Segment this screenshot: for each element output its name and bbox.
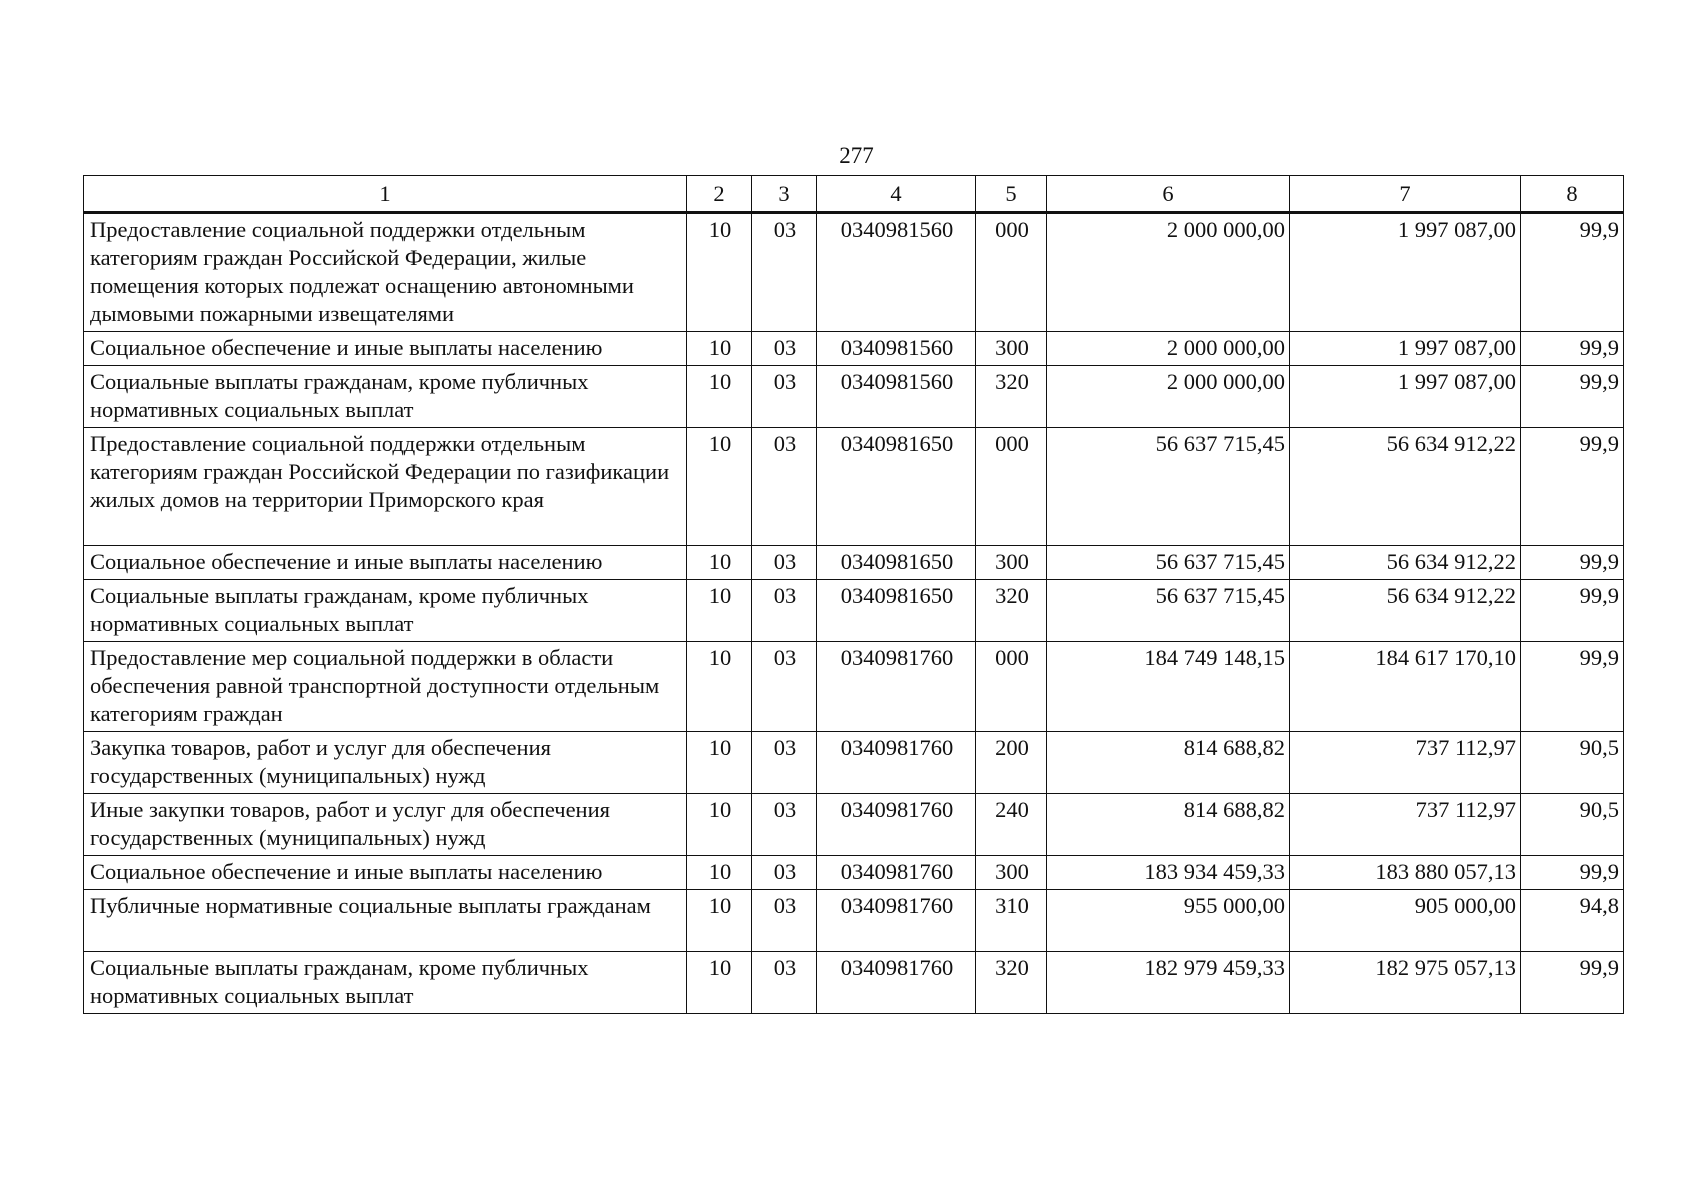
planned-amount-cell: 56 637 715,45 xyxy=(1047,428,1290,546)
target-article-cell: 0340981650 xyxy=(817,428,976,546)
target-article-cell: 0340981760 xyxy=(817,794,976,856)
table-body xyxy=(84,213,1624,1014)
executed-amount-cell: 56 634 912,22 xyxy=(1290,428,1521,546)
row-name-cell: Социальное обеспечение и иные выплаты населению xyxy=(84,856,687,890)
table-row xyxy=(84,732,1624,794)
executed-amount-cell: 56 634 912,22 xyxy=(1290,580,1521,642)
subsection-code-cell: 03 xyxy=(752,732,817,794)
planned-amount-cell: 182 979 459,33 xyxy=(1047,952,1290,1014)
subsection-code-cell: 03 xyxy=(752,856,817,890)
subsection-code-cell: 03 xyxy=(752,332,817,366)
expense-type-cell: 320 xyxy=(976,580,1047,642)
row-name-cell: Предоставление мер социальной поддержки в области обеспечения равной транспортной доступности отдельным категориям граждан xyxy=(84,642,687,732)
subsection-code-cell: 03 xyxy=(752,546,817,580)
executed-amount-cell: 182 975 057,13 xyxy=(1290,952,1521,1014)
section-code-cell: 10 xyxy=(687,890,752,952)
execution-percent-cell: 94,8 xyxy=(1521,890,1624,952)
subsection-code-cell: 03 xyxy=(752,952,817,1014)
row-name-cell: Предоставление социальной поддержки отдельным категориям граждан Российской Федерации, жилые помещения которых подлежат оснащению автономными дымовыми пожарными извещателями xyxy=(84,213,687,332)
executed-amount-cell: 1 997 087,00 xyxy=(1290,332,1521,366)
subsection-code-cell: 03 xyxy=(752,890,817,952)
section-code-cell: 10 xyxy=(687,546,752,580)
header-cell: 6 xyxy=(1047,176,1290,213)
expense-type-cell: 300 xyxy=(976,546,1047,580)
subsection-code-cell: 03 xyxy=(752,642,817,732)
target-article-cell: 0340981760 xyxy=(817,952,976,1014)
subsection-code-cell: 03 xyxy=(752,428,817,546)
execution-percent-cell: 99,9 xyxy=(1521,213,1624,332)
table-row xyxy=(84,642,1624,732)
subsection-code-cell: 03 xyxy=(752,213,817,332)
section-code-cell: 10 xyxy=(687,366,752,428)
row-name-cell: Социальное обеспечение и иные выплаты населению xyxy=(84,546,687,580)
target-article-cell: 0340981760 xyxy=(817,732,976,794)
section-code-cell: 10 xyxy=(687,580,752,642)
execution-percent-cell: 99,9 xyxy=(1521,952,1624,1014)
planned-amount-cell: 183 934 459,33 xyxy=(1047,856,1290,890)
expense-type-cell: 320 xyxy=(976,952,1047,1014)
planned-amount-cell: 56 637 715,45 xyxy=(1047,580,1290,642)
row-name-cell: Социальные выплаты гражданам, кроме публичных нормативных социальных выплат xyxy=(84,366,687,428)
executed-amount-cell: 56 634 912,22 xyxy=(1290,546,1521,580)
execution-percent-cell: 99,9 xyxy=(1521,366,1624,428)
expense-type-cell: 320 xyxy=(976,366,1047,428)
planned-amount-cell: 56 637 715,45 xyxy=(1047,546,1290,580)
section-code-cell: 10 xyxy=(687,428,752,546)
table-row xyxy=(84,952,1624,1014)
executed-amount-cell: 737 112,97 xyxy=(1290,732,1521,794)
target-article-cell: 0340981560 xyxy=(817,213,976,332)
table-row xyxy=(84,546,1624,580)
row-name-cell: Закупка товаров, работ и услуг для обеспечения государственных (муниципальных) нужд xyxy=(84,732,687,794)
table-row xyxy=(84,366,1624,428)
table-row xyxy=(84,428,1624,546)
expense-type-cell: 000 xyxy=(976,642,1047,732)
expense-type-cell: 000 xyxy=(976,213,1047,332)
execution-percent-cell: 90,5 xyxy=(1521,732,1624,794)
planned-amount-cell: 814 688,82 xyxy=(1047,794,1290,856)
execution-percent-cell: 99,9 xyxy=(1521,580,1624,642)
expense-type-cell: 310 xyxy=(976,890,1047,952)
execution-percent-cell: 99,9 xyxy=(1521,332,1624,366)
subsection-code-cell: 03 xyxy=(752,794,817,856)
executed-amount-cell: 737 112,97 xyxy=(1290,794,1521,856)
row-name-cell: Социальные выплаты гражданам, кроме публичных нормативных социальных выплат xyxy=(84,952,687,1014)
header-cell: 5 xyxy=(976,176,1047,213)
section-code-cell: 10 xyxy=(687,213,752,332)
target-article-cell: 0340981560 xyxy=(817,332,976,366)
expense-type-cell: 300 xyxy=(976,332,1047,366)
target-article-cell: 0340981650 xyxy=(817,580,976,642)
planned-amount-cell: 814 688,82 xyxy=(1047,732,1290,794)
execution-percent-cell: 99,9 xyxy=(1521,856,1624,890)
section-code-cell: 10 xyxy=(687,952,752,1014)
expense-type-cell: 300 xyxy=(976,856,1047,890)
table-row xyxy=(84,580,1624,642)
planned-amount-cell: 2 000 000,00 xyxy=(1047,213,1290,332)
expense-type-cell: 240 xyxy=(976,794,1047,856)
planned-amount-cell: 2 000 000,00 xyxy=(1047,366,1290,428)
execution-percent-cell: 90,5 xyxy=(1521,794,1624,856)
section-code-cell: 10 xyxy=(687,856,752,890)
header-cell: 1 xyxy=(84,176,687,213)
table-row xyxy=(84,794,1624,856)
section-code-cell: 10 xyxy=(687,642,752,732)
expense-type-cell: 200 xyxy=(976,732,1047,794)
header-cell: 4 xyxy=(817,176,976,213)
target-article-cell: 0340981760 xyxy=(817,642,976,732)
header-cell: 7 xyxy=(1290,176,1521,213)
subsection-code-cell: 03 xyxy=(752,580,817,642)
execution-percent-cell: 99,9 xyxy=(1521,546,1624,580)
table-row xyxy=(84,213,1624,332)
executed-amount-cell: 183 880 057,13 xyxy=(1290,856,1521,890)
table-row xyxy=(84,856,1624,890)
section-code-cell: 10 xyxy=(687,732,752,794)
target-article-cell: 0340981760 xyxy=(817,856,976,890)
page-number-text: 277 xyxy=(839,143,874,168)
header-cell: 3 xyxy=(752,176,817,213)
executed-amount-cell: 905 000,00 xyxy=(1290,890,1521,952)
expense-type-cell: 000 xyxy=(976,428,1047,546)
header-row xyxy=(84,176,1624,213)
budget-table xyxy=(83,175,1624,1014)
header-cell: 2 xyxy=(687,176,752,213)
executed-amount-cell: 1 997 087,00 xyxy=(1290,366,1521,428)
executed-amount-cell: 1 997 087,00 xyxy=(1290,213,1521,332)
target-article-cell: 0340981760 xyxy=(817,890,976,952)
row-name-cell: Публичные нормативные социальные выплаты гражданам xyxy=(84,890,687,952)
header-cell: 8 xyxy=(1521,176,1624,213)
row-name-cell: Социальные выплаты гражданам, кроме публичных нормативных социальных выплат xyxy=(84,580,687,642)
target-article-cell: 0340981650 xyxy=(817,546,976,580)
page-number xyxy=(0,141,1698,171)
table-row xyxy=(84,890,1624,952)
row-name-cell: Социальное обеспечение и иные выплаты населению xyxy=(84,332,687,366)
row-name-cell: Предоставление социальной поддержки отдельным категориям граждан Российской Федерации по газификации жилых домов на территории Приморского края xyxy=(84,428,687,546)
target-article-cell: 0340981560 xyxy=(817,366,976,428)
section-code-cell: 10 xyxy=(687,794,752,856)
table-row xyxy=(84,332,1624,366)
execution-percent-cell: 99,9 xyxy=(1521,428,1624,546)
planned-amount-cell: 955 000,00 xyxy=(1047,890,1290,952)
executed-amount-cell: 184 617 170,10 xyxy=(1290,642,1521,732)
section-code-cell: 10 xyxy=(687,332,752,366)
subsection-code-cell: 03 xyxy=(752,366,817,428)
row-name-cell: Иные закупки товаров, работ и услуг для обеспечения государственных (муниципальных) нужд xyxy=(84,794,687,856)
planned-amount-cell: 2 000 000,00 xyxy=(1047,332,1290,366)
execution-percent-cell: 99,9 xyxy=(1521,642,1624,732)
planned-amount-cell: 184 749 148,15 xyxy=(1047,642,1290,732)
